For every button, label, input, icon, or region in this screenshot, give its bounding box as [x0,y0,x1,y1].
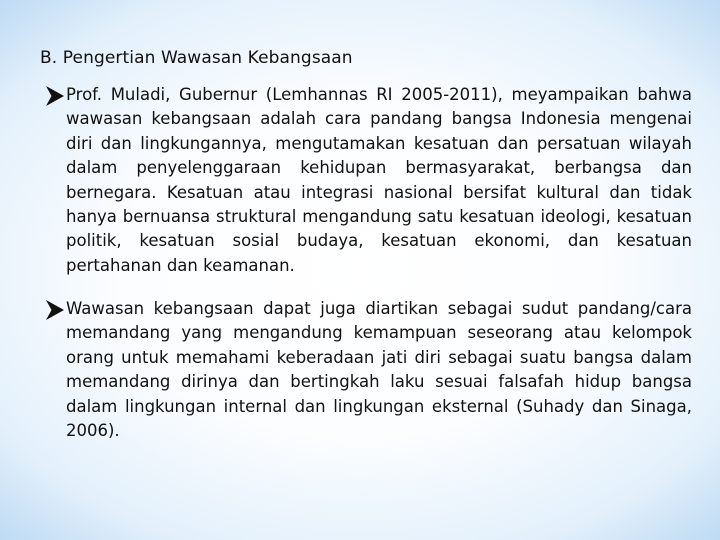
bullet-item [44,297,692,443]
bullet-item [44,83,692,278]
bullet-text: Prof. Muladi, Gubernur (Lemhannas RI 2005-2011), meyampaikan bahwa wawasan kebangsaan adalah cara pandang bangsa Indonesia mengenai diri dan lingkungannya, mengutamakan kesatuan dan persatuan wilayah dalam penyelenggaraan kehidupan bermasyarakat, berbangsa dan bernegara. Kesatuan atau integrasi nasional bersifat kultural dan tidak hanya bernuansa struktural mengandung satu kesatuan ideologi, kesatuan politik, kesatuan sosial budaya, kesatuan ekonomi, dan kesatuan pertahanan dan keamanan. [66,85,692,275]
arrow-bullet-icon [44,299,66,321]
slide-title: B. Pengertian Wawasan Kebangsaan [40,48,353,68]
arrow-bullet-icon [44,85,66,107]
bullet-text: Wawasan kebangsaan dapat juga diartikan sebagai sudut pandang/cara memandang yang mengandung kemampuan seseorang atau kelompok orang untuk memahami keberadaan jati diri sebagai suatu bangsa dalam memandang dirinya dan bertingkah laku sesuai falsafah hidup bangsa dalam lingkungan internal dan lingkungan eksternal (Suhady dan Sinaga, 2006). [66,299,692,441]
